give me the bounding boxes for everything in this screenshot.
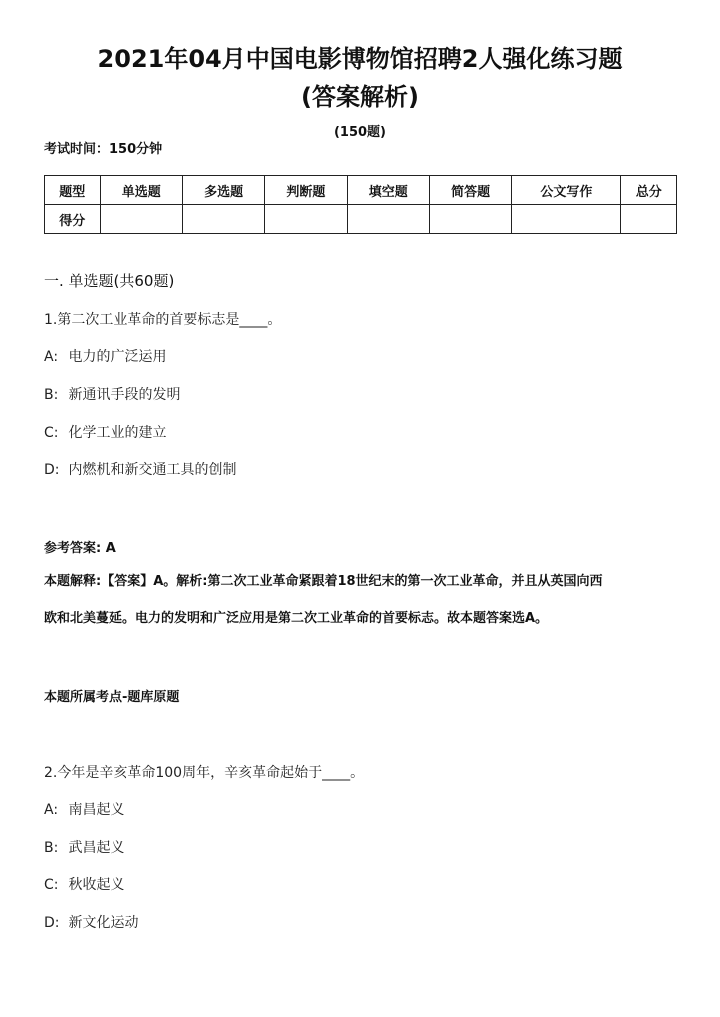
score-header-cell: 题型 [45,176,101,205]
score-table-value-row [45,205,677,234]
option-letter: D: [44,915,60,931]
score-cell [621,205,677,234]
option-text: 电力的广泛运用 [68,349,167,365]
score-cell [182,205,264,234]
question-count: (150题) [333,125,387,140]
option-letter: B: [44,840,59,856]
score-cell [512,205,621,234]
question-stem: 1.第二次工业革命的首要标志是____。 [44,312,282,328]
section-title: 一. 单选题(共60题) [44,272,175,290]
score-cell [347,205,429,234]
score-header-cell: 简答题 [429,176,511,205]
score-cell [429,205,511,234]
reference-answer: 参考答案: A [44,541,116,556]
page-title-line-2: (答案解析) [301,83,419,111]
question-option [44,422,166,442]
score-header-cell: 单选题 [100,176,182,205]
question-option [44,837,124,857]
question-option [44,346,166,366]
score-row-label: 得分 [45,205,101,234]
option-text: 南昌起义 [68,802,125,818]
question-option [44,459,236,479]
score-header-cell: 总分 [621,176,677,205]
score-cell [265,205,347,234]
option-text: 化学工业的建立 [68,425,167,441]
question-point: 本题所属考点-题库原题 [44,690,180,705]
option-letter: A: [44,349,59,365]
option-text: 武昌起义 [68,840,125,856]
option-text: 内燃机和新交通工具的创制 [68,462,237,478]
score-header-cell: 公文写作 [512,176,621,205]
question-option [44,384,180,404]
option-text: 秋收起义 [68,877,125,893]
option-letter: B: [44,387,59,403]
option-letter: D: [44,462,60,478]
score-cell [100,205,182,234]
option-letter: A: [44,802,59,818]
question-option [44,799,124,819]
option-text: 新通讯手段的发明 [68,387,181,403]
answer-explanation-line-1: 本题解释:【答案】A。解析:第二次工业革命紧跟着18世纪末的第一次工业革命，并且从英国向西 [44,574,603,589]
page-title-line-1: 2021年04月中国电影博物馆招聘2人强化练习题 [97,45,623,73]
option-text: 新文化运动 [68,915,139,931]
score-header-cell: 填空题 [347,176,429,205]
question-stem: 2.今年是辛亥革命100周年，辛亥革命起始于____。 [44,765,365,781]
score-header-cell: 判断题 [265,176,347,205]
question-option [44,912,138,932]
option-letter: C: [44,425,59,441]
score-header-cell: 多选题 [182,176,264,205]
option-letter: C: [44,877,59,893]
question-option [44,874,124,894]
score-table-header-row [45,176,677,205]
exam-time: 考试时间：150分钟 [44,142,163,157]
score-table [44,175,677,234]
answer-explanation-line-2: 欧和北美蔓延。电力的发明和广泛应用是第二次工业革命的首要标志。故本题答案选A。 [44,611,549,626]
